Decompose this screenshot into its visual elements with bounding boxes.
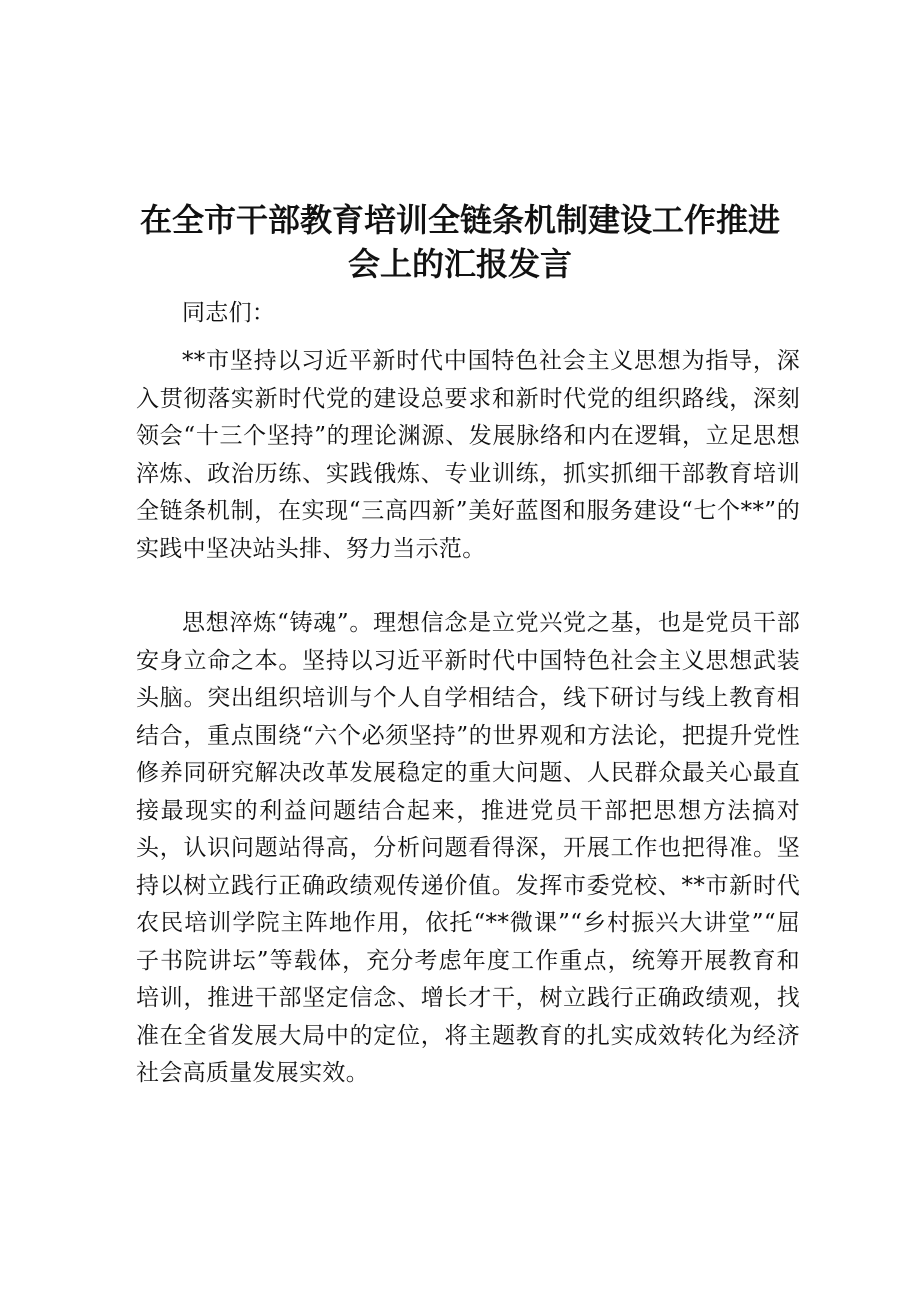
document-title-line-2: 会上的汇报发言 — [347, 245, 572, 283]
body-paragraph-2: 思想淬炼“铸魂”。理想信念是立党兴党之基，也是党员干部安身立命之本。坚持以习近平新时代中国特色社会主义思想武装头脑。突出组织培训与个人自学相结合，线下研讨与线上教育相结合，重点围绕“六个必须坚持”的世界观和方法论，把提升党性修养同研究解决改革发展稳定的重大问题、人民群众最关心最直接最现实的利益问题结合起来，推进党员干部把思想方法搞对头，认识问题站得高，分析问题看得深，开展工作也把得准。坚持以树立践行正确政绩观传递价值。发挥市委党校、**市新时代农民培训学院主阵地作用，依托“**微课”“乡村振兴大讲堂”“屈子书院讲坛”等载体，充分考虑年度工作重点，统筹开展教育和培训，推进干部坚定信念、增长才干，树立践行正确政绩观，找准在全省发展大局中的定位，将主题教育的扎实成效转化为经济社会高质量发展实效。 — [136, 610, 800, 1086]
salutation: 同志们： — [182, 300, 276, 326]
document-title-line-1: 在全市干部教育培训全链条机制建设工作推进 — [139, 201, 780, 239]
body-paragraph-1: **市坚持以习近平新时代中国特色社会主义思想为指导，深入贯彻落实新时代党的建设总要求和新时代党的组织路线，深刻领会“十三个坚持”的理论渊源、发展脉络和内在逻辑，立足思想淬炼、政治历练、实践俄炼、专业训练，抓实抓细干部教育培训全链条机制，在实现“三高四新”美好蓝图和服务建设“七个**”的实践中坚决站头排、努力当示范。 — [136, 348, 800, 562]
